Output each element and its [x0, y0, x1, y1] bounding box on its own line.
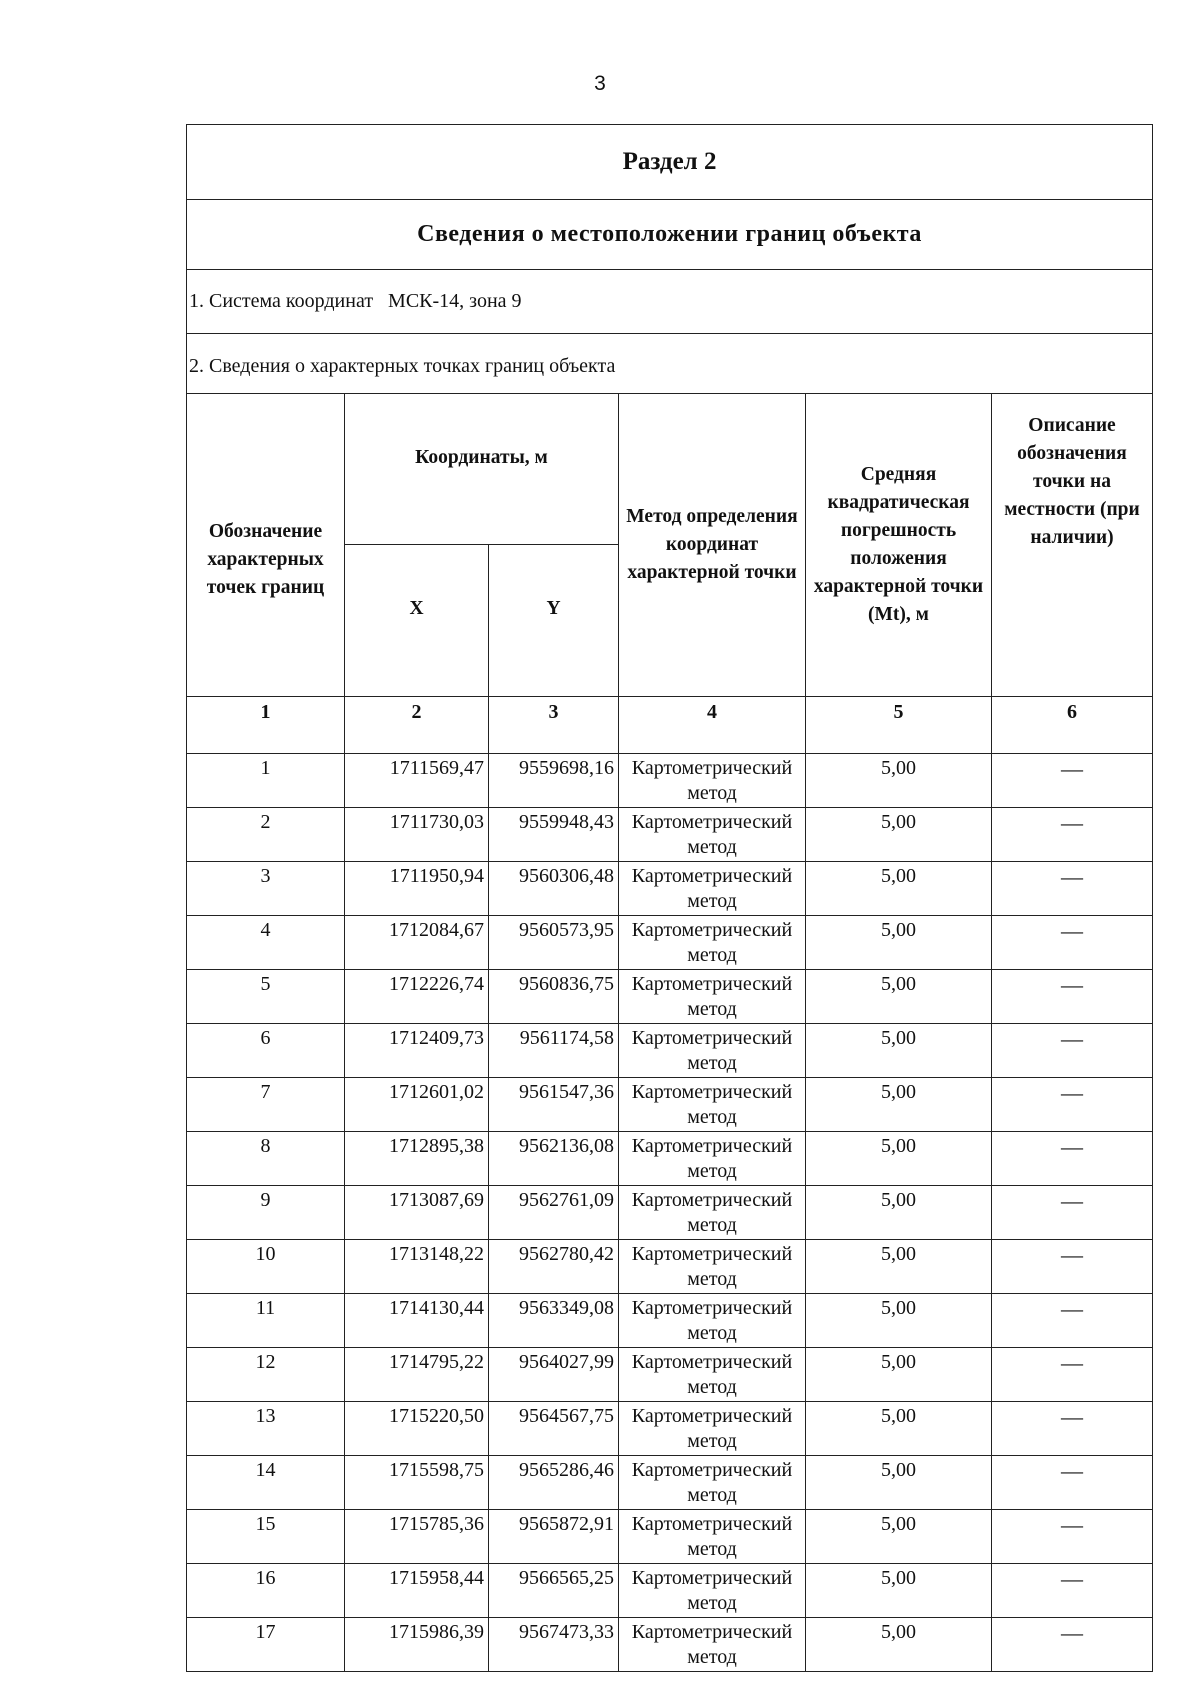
table-row	[187, 1402, 1153, 1456]
table-row	[187, 1618, 1153, 1672]
header-x: X	[345, 545, 489, 697]
x-coordinate-cell: 1713087,69	[345, 1186, 489, 1240]
x-coordinate-cell: 1711730,03	[345, 808, 489, 862]
point-number-cell: 13	[187, 1402, 345, 1456]
y-coordinate-cell: 9561174,58	[489, 1024, 619, 1078]
point-number-cell: 12	[187, 1348, 345, 1402]
y-coordinate-cell: 9565286,46	[489, 1456, 619, 1510]
header-method: Метод определения координат характерной точки	[619, 394, 806, 697]
x-coordinate-cell: 1712409,73	[345, 1024, 489, 1078]
page-number: 3	[594, 72, 606, 95]
x-coordinate-cell: 1713148,22	[345, 1240, 489, 1294]
error-cell: 5,00	[806, 1456, 992, 1510]
section-title: Раздел 2	[187, 125, 1153, 200]
y-coordinate-cell: 9561547,36	[489, 1078, 619, 1132]
header-coordinates: Координаты, м	[345, 394, 619, 545]
error-cell: 5,00	[806, 1402, 992, 1456]
y-coordinate-cell: 9563349,08	[489, 1294, 619, 1348]
y-coordinate-cell: 9562780,42	[489, 1240, 619, 1294]
method-cell: Картометрический метод	[619, 1078, 806, 1132]
column-number: 4	[619, 697, 806, 754]
table-row	[187, 754, 1153, 808]
x-coordinate-cell: 1711569,47	[345, 754, 489, 808]
y-coordinate-cell: 9560573,95	[489, 916, 619, 970]
x-coordinate-cell: 1712226,74	[345, 970, 489, 1024]
error-cell: 5,00	[806, 754, 992, 808]
error-cell: 5,00	[806, 1618, 992, 1672]
description-cell: —	[992, 1348, 1153, 1402]
table-row	[187, 1024, 1153, 1078]
point-number-cell: 8	[187, 1132, 345, 1186]
description-cell: —	[992, 1564, 1153, 1618]
y-coordinate-cell: 9565872,91	[489, 1510, 619, 1564]
x-coordinate-cell: 1714795,22	[345, 1348, 489, 1402]
header-designation: Обозначение характерных точек границ	[187, 394, 345, 697]
point-number-cell: 9	[187, 1186, 345, 1240]
description-cell: —	[992, 1024, 1153, 1078]
description-cell: —	[992, 916, 1153, 970]
point-number-cell: 4	[187, 916, 345, 970]
error-cell: 5,00	[806, 1078, 992, 1132]
description-cell: —	[992, 808, 1153, 862]
error-cell: 5,00	[806, 1348, 992, 1402]
point-number-cell: 10	[187, 1240, 345, 1294]
x-coordinate-cell: 1715785,36	[345, 1510, 489, 1564]
table-row	[187, 1564, 1153, 1618]
description-cell: —	[992, 970, 1153, 1024]
method-cell: Картометрический метод	[619, 754, 806, 808]
x-coordinate-cell: 1712084,67	[345, 916, 489, 970]
method-cell: Картометрический метод	[619, 970, 806, 1024]
error-cell: 5,00	[806, 1132, 992, 1186]
method-cell: Картометрический метод	[619, 1240, 806, 1294]
point-number-cell: 14	[187, 1456, 345, 1510]
x-coordinate-cell: 1712895,38	[345, 1132, 489, 1186]
point-number-cell: 3	[187, 862, 345, 916]
y-coordinate-cell: 9564567,75	[489, 1402, 619, 1456]
x-coordinate-cell: 1715986,39	[345, 1618, 489, 1672]
table-row	[187, 862, 1153, 916]
point-number-cell: 17	[187, 1618, 345, 1672]
column-number: 1	[187, 697, 345, 754]
description-cell: —	[992, 1618, 1153, 1672]
y-coordinate-cell: 9567473,33	[489, 1618, 619, 1672]
method-cell: Картометрический метод	[619, 1618, 806, 1672]
method-cell: Картометрический метод	[619, 1564, 806, 1618]
method-cell: Картометрический метод	[619, 1186, 806, 1240]
table-row	[187, 1186, 1153, 1240]
description-cell: —	[992, 1402, 1153, 1456]
column-number: 5	[806, 697, 992, 754]
error-cell: 5,00	[806, 1510, 992, 1564]
column-number: 3	[489, 697, 619, 754]
error-cell: 5,00	[806, 970, 992, 1024]
x-coordinate-cell: 1711950,94	[345, 862, 489, 916]
description-cell: —	[992, 1078, 1153, 1132]
point-number-cell: 2	[187, 808, 345, 862]
method-cell: Картометрический метод	[619, 1348, 806, 1402]
method-cell: Картометрический метод	[619, 1510, 806, 1564]
header-y: Y	[489, 545, 619, 697]
section-subtitle: Сведения о местоположении границ объекта	[187, 200, 1153, 270]
description-cell: —	[992, 1510, 1153, 1564]
error-cell: 5,00	[806, 1564, 992, 1618]
x-coordinate-cell: 1715220,50	[345, 1402, 489, 1456]
column-number: 6	[992, 697, 1153, 754]
point-number-cell: 6	[187, 1024, 345, 1078]
method-cell: Картометрический метод	[619, 808, 806, 862]
y-coordinate-cell: 9560306,48	[489, 862, 619, 916]
description-cell: —	[992, 1240, 1153, 1294]
table-row	[187, 970, 1153, 1024]
boundary-points-table	[186, 124, 1153, 1672]
description-cell: —	[992, 754, 1153, 808]
table-row	[187, 1240, 1153, 1294]
error-cell: 5,00	[806, 1294, 992, 1348]
table-row	[187, 1078, 1153, 1132]
x-coordinate-cell: 1715958,44	[345, 1564, 489, 1618]
table-row	[187, 1348, 1153, 1402]
y-coordinate-cell: 9562136,08	[489, 1132, 619, 1186]
x-coordinate-cell: 1714130,44	[345, 1294, 489, 1348]
description-cell: —	[992, 1186, 1153, 1240]
point-number-cell: 5	[187, 970, 345, 1024]
y-coordinate-cell: 9564027,99	[489, 1348, 619, 1402]
y-coordinate-cell: 9559948,43	[489, 808, 619, 862]
y-coordinate-cell: 9560836,75	[489, 970, 619, 1024]
header-description: Описание обозначения точки на местности (при наличии)	[992, 394, 1153, 697]
method-cell: Картометрический метод	[619, 1024, 806, 1078]
point-number-cell: 1	[187, 754, 345, 808]
y-coordinate-cell: 9559698,16	[489, 754, 619, 808]
method-cell: Картометрический метод	[619, 1294, 806, 1348]
point-number-cell: 16	[187, 1564, 345, 1618]
table-row	[187, 1294, 1153, 1348]
header-error: Средняя квадратическая погрешность положения характерной точки (Mt), м	[806, 394, 992, 697]
error-cell: 5,00	[806, 862, 992, 916]
table-row	[187, 1456, 1153, 1510]
method-cell: Картометрический метод	[619, 1402, 806, 1456]
table-row	[187, 1132, 1153, 1186]
error-cell: 5,00	[806, 1240, 992, 1294]
description-cell: —	[992, 1132, 1153, 1186]
method-cell: Картометрический метод	[619, 1456, 806, 1510]
x-coordinate-cell: 1712601,02	[345, 1078, 489, 1132]
y-coordinate-cell: 9566565,25	[489, 1564, 619, 1618]
error-cell: 5,00	[806, 916, 992, 970]
table-row	[187, 1510, 1153, 1564]
error-cell: 5,00	[806, 1024, 992, 1078]
description-cell: —	[992, 1294, 1153, 1348]
description-cell: —	[992, 862, 1153, 916]
point-number-cell: 15	[187, 1510, 345, 1564]
point-number-cell: 7	[187, 1078, 345, 1132]
method-cell: Картометрический метод	[619, 916, 806, 970]
points-heading: 2. Сведения о характерных точках границ объекта	[187, 334, 1153, 394]
table-row	[187, 808, 1153, 862]
x-coordinate-cell: 1715598,75	[345, 1456, 489, 1510]
method-cell: Картометрический метод	[619, 862, 806, 916]
error-cell: 5,00	[806, 808, 992, 862]
point-number-cell: 11	[187, 1294, 345, 1348]
coordinate-system: 1. Система координат МСК-14, зона 9	[187, 270, 1153, 334]
table-row	[187, 916, 1153, 970]
error-cell: 5,00	[806, 1186, 992, 1240]
y-coordinate-cell: 9562761,09	[489, 1186, 619, 1240]
description-cell: —	[992, 1456, 1153, 1510]
column-number: 2	[345, 697, 489, 754]
method-cell: Картометрический метод	[619, 1132, 806, 1186]
